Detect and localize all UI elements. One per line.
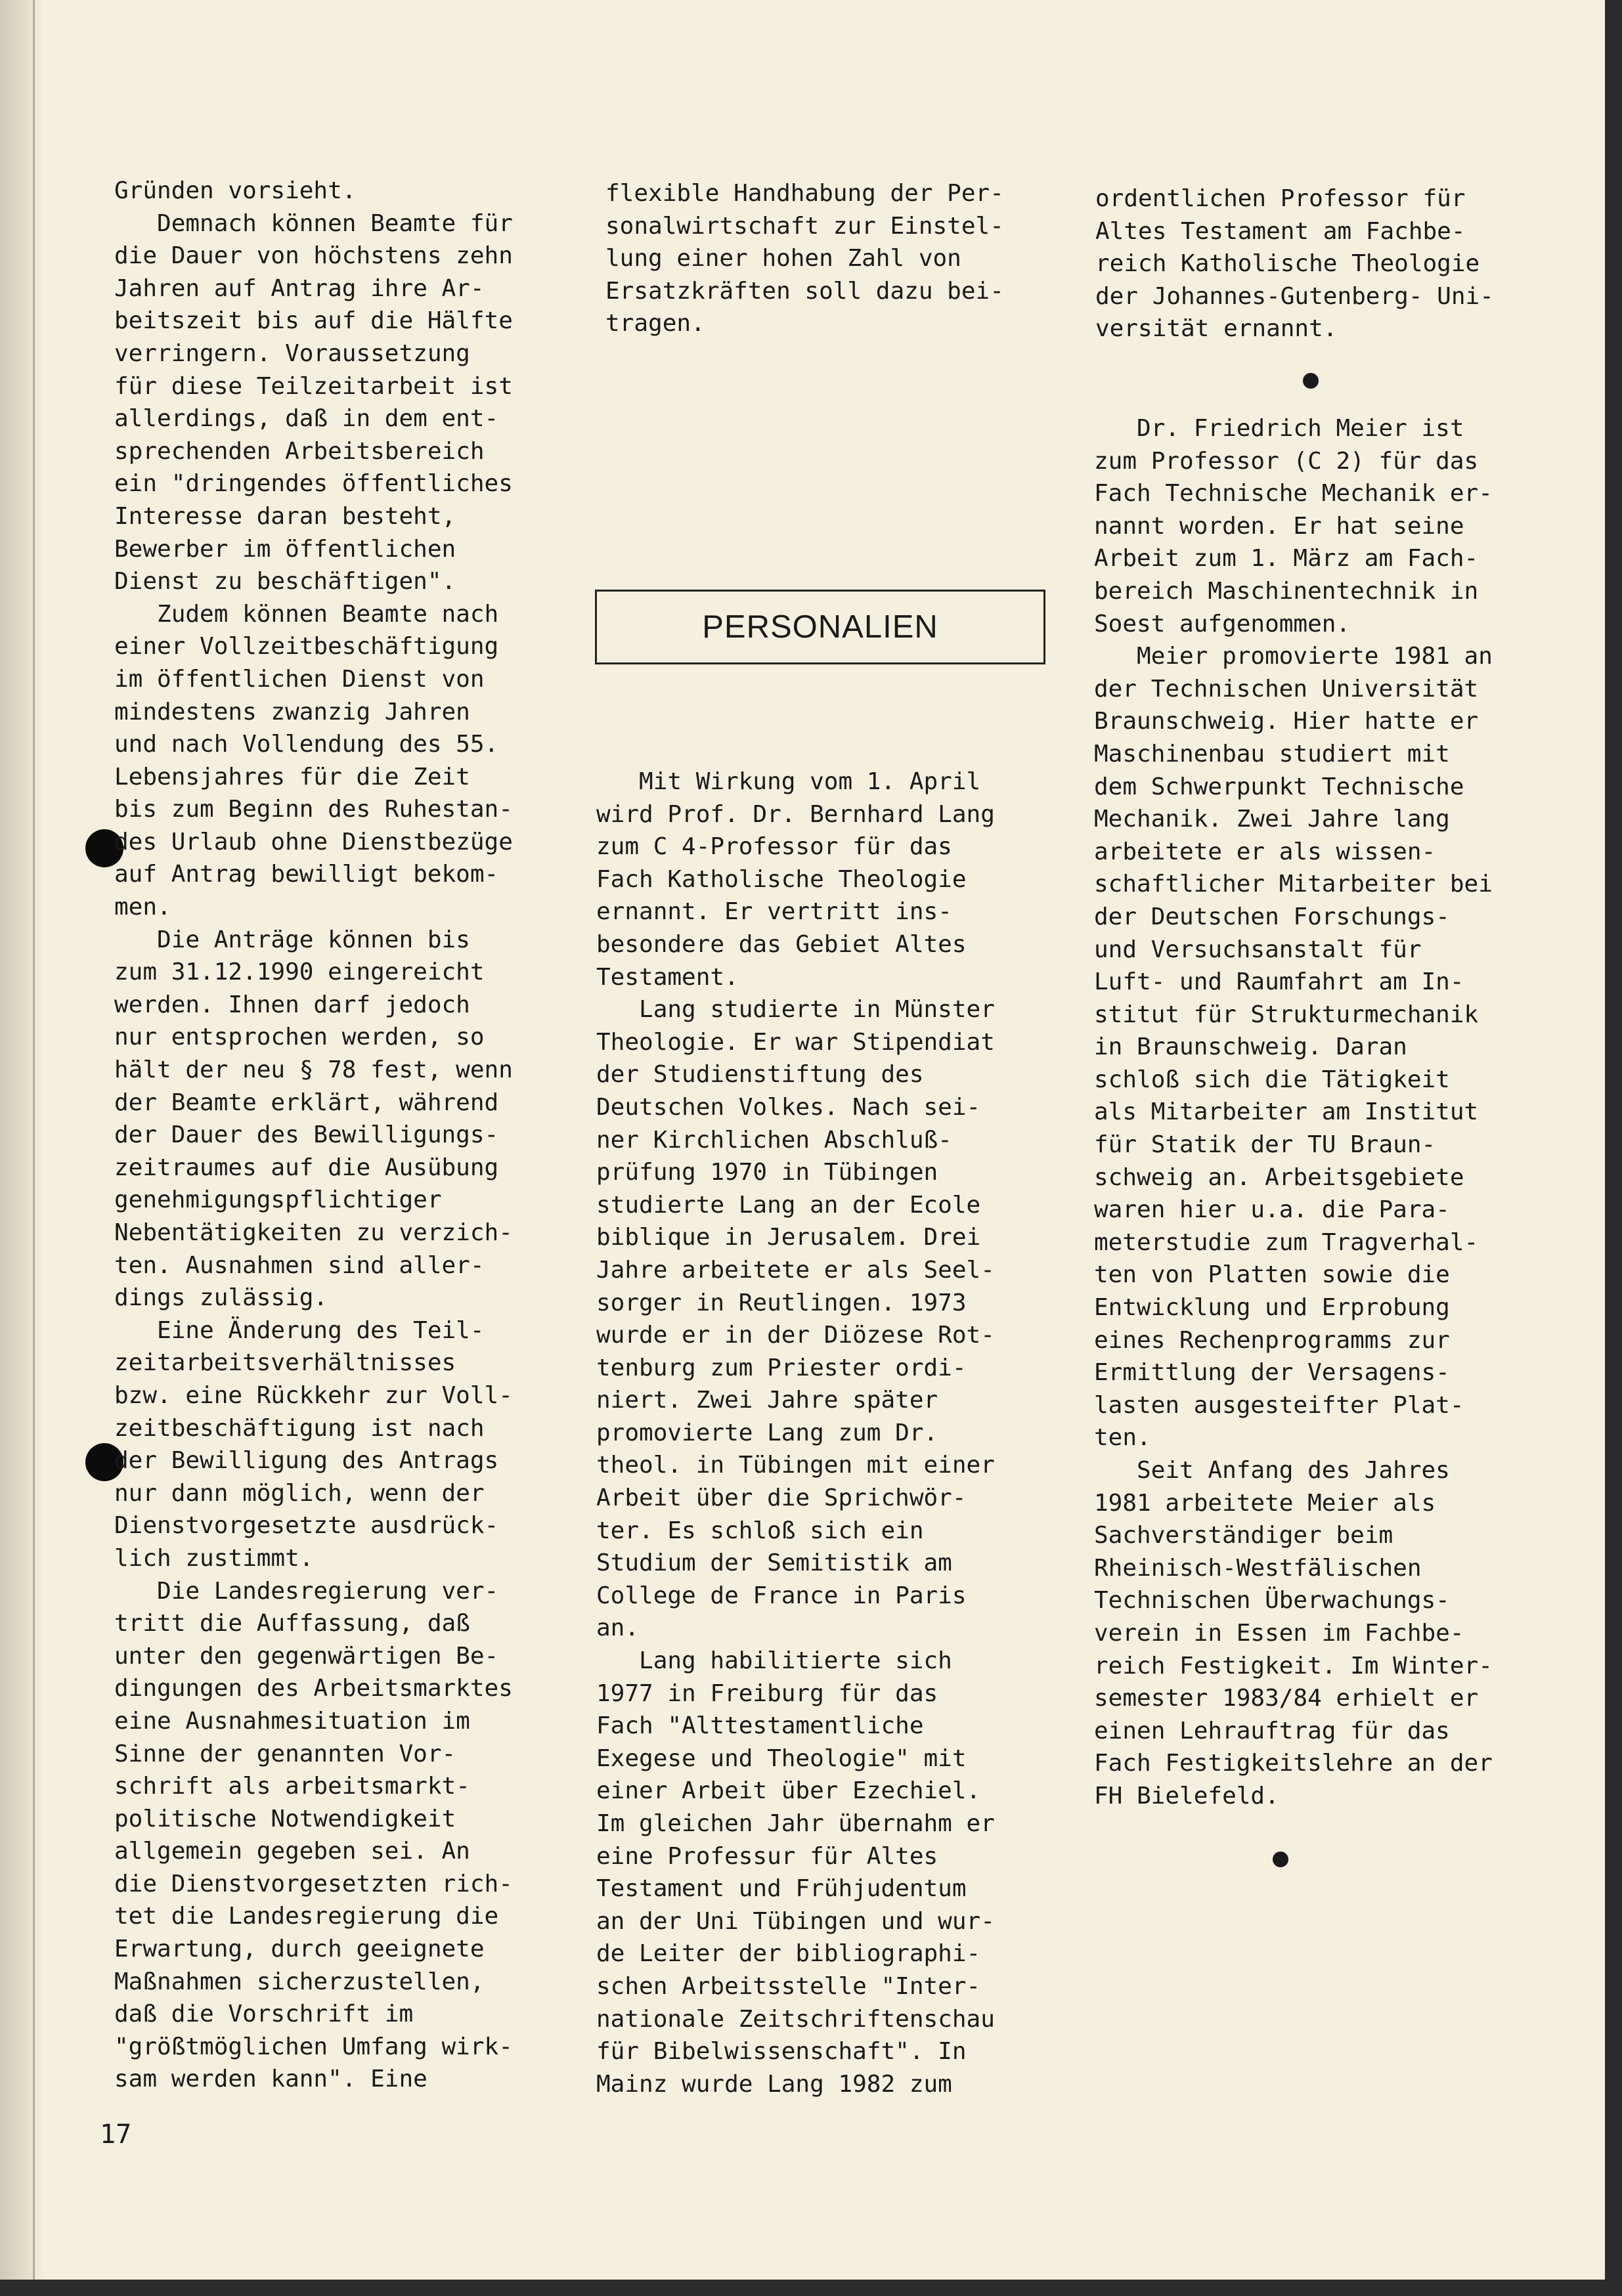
text-line: Gründen vorsieht. — [114, 177, 357, 204]
text-line: Mechanik. Zwei Jahre lang — [1094, 806, 1450, 833]
text-line: Fach Technische Mechanik er- — [1094, 480, 1493, 508]
text-line: "größtmöglichen Umfang wirk- — [114, 2033, 513, 2060]
column-2-top-text — [605, 177, 1004, 340]
text-line: Exegese und Theologie" mit — [596, 1744, 967, 1772]
text-line: dings zulässig. — [114, 1284, 328, 1312]
text-line: reich Katholische Theologie — [1095, 250, 1480, 278]
text-line: beitszeit bis auf die Hälfte — [114, 307, 513, 335]
text-line: der Beamte erklärt, während — [114, 1089, 499, 1116]
text-line: Mainz wurde Lang 1982 zum — [596, 2070, 952, 2098]
text-line: waren hier u.a. die Para- — [1094, 1196, 1450, 1224]
text-line: biblique in Jerusalem. Drei — [596, 1224, 981, 1251]
text-line: FH Bielefeld. — [1094, 1782, 1279, 1809]
text-line: dingungen des Arbeitsmarktes — [114, 1675, 513, 1702]
text-line: des Urlaub ohne Dienstbezüge — [114, 828, 513, 856]
text-line: Arbeit zum 1. März am Fach- — [1094, 545, 1479, 573]
text-line: bis zum Beginn des Ruhestan- — [114, 796, 513, 823]
text-line: tet die Landesregierung die — [114, 1903, 499, 1930]
text-line: verringern. Voraussetzung — [114, 339, 470, 367]
text-line: zum 31.12.1990 eingereicht — [114, 959, 485, 986]
text-line: dem Schwerpunkt Technische — [1094, 773, 1464, 800]
text-line: prüfung 1970 in Tübingen — [596, 1159, 938, 1186]
text-line: und nach Vollendung des 55. — [114, 731, 499, 758]
text-line: sam werden kann". Eine — [114, 2066, 427, 2093]
text-line: eines Rechenprogramms zur — [1094, 1326, 1450, 1354]
text-line: Soest aufgenommen. — [1094, 610, 1351, 638]
text-line: eine Professur für Altes — [596, 1842, 938, 1870]
text-line: bzw. eine Rückkehr zur Voll- — [114, 1381, 513, 1409]
text-line: einen Lehrauftrag für das — [1094, 1717, 1450, 1744]
text-line: ernannt. Er vertritt ins- — [596, 898, 952, 926]
column-3-bottom-text — [1094, 412, 1493, 1813]
text-line: Studium der Semitistik am — [596, 1549, 952, 1577]
text-line: Dienst zu beschäftigen". — [114, 568, 456, 596]
text-line: ordentlichen Professor für — [1095, 185, 1466, 212]
text-line: sorger in Reutlingen. 1973 — [596, 1289, 967, 1316]
text-line: der Technischen Universität — [1094, 675, 1479, 703]
text-line: Fach Festigkeitslehre an der — [1094, 1750, 1493, 1777]
text-line: sonalwirtschaft zur Einstel- — [605, 212, 1004, 240]
text-line: Im gleichen Jahr übernahm er — [596, 1810, 995, 1837]
text-line: zeitbeschäftigung ist nach — [114, 1414, 485, 1442]
text-line: promovierte Lang zum Dr. — [596, 1419, 938, 1446]
text-line: eine Ausnahmesituation im — [114, 1707, 470, 1735]
text-line: nannt worden. Er hat seine — [1094, 512, 1464, 540]
text-line: für diese Teilzeitarbeit ist — [114, 372, 513, 400]
text-line: 1981 arbeitete Meier als — [1094, 1489, 1436, 1517]
text-line: wurde er in der Diözese Rot- — [596, 1322, 995, 1349]
text-line: Luft- und Raumfahrt am In- — [1094, 968, 1464, 996]
text-line: einer Vollzeitbeschäftigung — [114, 633, 499, 661]
text-line: zeitarbeitsverhältnisses — [114, 1349, 456, 1377]
text-line: Fach "Alttestamentliche — [596, 1712, 924, 1740]
text-line: ein "dringendes öffentliches — [114, 470, 513, 498]
text-line: der Johannes-Gutenberg- Uni- — [1095, 282, 1494, 310]
text-line: Die Anträge können bis — [114, 926, 470, 953]
text-line: College de France in Paris — [596, 1582, 967, 1609]
column-3-top-text — [1095, 183, 1494, 345]
text-line: genehmigungspflichtiger — [114, 1186, 442, 1214]
text-line: zum C 4-Professor für das — [596, 833, 952, 861]
text-line: Rheinisch-Westfälischen — [1094, 1554, 1422, 1582]
text-line: lung einer hohen Zahl von — [605, 245, 961, 272]
text-line: ter. Es schloß sich ein — [596, 1517, 924, 1544]
text-line: nur entsprochen werden, so — [114, 1024, 485, 1051]
text-line: Meier promovierte 1981 an — [1094, 643, 1493, 670]
text-line: Altes Testament am Fachbe- — [1095, 217, 1466, 245]
section-heading-box — [595, 590, 1045, 664]
text-line: mindestens zwanzig Jahren — [114, 698, 470, 726]
text-line: Testament. — [596, 963, 739, 991]
text-line: allgemein gegeben sei. An — [114, 1838, 470, 1865]
text-line: Sachverständiger beim — [1094, 1522, 1393, 1549]
text-line: semester 1983/84 erhielt er — [1094, 1685, 1479, 1712]
text-line: Bewerber im öffentlichen — [114, 535, 456, 563]
text-line: nur dann möglich, wenn der — [114, 1479, 485, 1507]
text-line: schloß sich die Tätigkeit — [1094, 1066, 1450, 1093]
text-line: für Bibelwissenschaft". In — [596, 2038, 967, 2066]
text-line: hält der neu § 78 fest, wenn — [114, 1056, 513, 1084]
text-line: meterstudie zum Tragverhal- — [1094, 1228, 1479, 1256]
text-line: Deutschen Volkes. Nach sei- — [596, 1093, 981, 1121]
text-line: wird Prof. Dr. Bernhard Lang — [596, 800, 995, 828]
text-line: Interesse daran besteht, — [114, 502, 456, 530]
text-line: Sinne der genannten Vor- — [114, 1740, 456, 1767]
text-line: Braunschweig. Hier hatte er — [1094, 708, 1479, 735]
text-line: der Dauer des Bewilligungs- — [114, 1121, 499, 1149]
text-line: Maßnahmen sicherzustellen, — [114, 1968, 485, 1995]
text-line: die Dauer von höchstens zehn — [114, 242, 513, 270]
text-line: de Leiter der bibliographi- — [596, 1940, 981, 1968]
text-line: Lang studierte in Münster — [596, 996, 995, 1024]
text-line: Dienstvorgesetzte ausdrück- — [114, 1512, 499, 1540]
text-line: Jahre arbeitete er als Seel- — [596, 1256, 995, 1284]
section-heading: PERSONALIEN — [702, 609, 938, 645]
text-line: Mit Wirkung vom 1. April — [596, 768, 981, 795]
text-line: Entwicklung und Erprobung — [1094, 1294, 1450, 1322]
text-line: Theologie. Er war Stipendiat — [596, 1028, 995, 1056]
text-line: schrift als arbeitsmarkt- — [114, 1773, 470, 1800]
column-1-text — [114, 175, 513, 2096]
text-line: lasten ausgesteifter Plat- — [1094, 1391, 1464, 1419]
text-line: stitut für Strukturmechanik — [1094, 1001, 1479, 1028]
text-line: Zudem können Beamte nach — [114, 600, 499, 628]
separator-dot — [1303, 373, 1319, 389]
text-line: Ersatzkräften soll dazu bei- — [605, 277, 1004, 305]
text-line: studierte Lang an der Ecole — [596, 1191, 981, 1219]
text-line: lich zustimmt. — [114, 1544, 314, 1572]
text-line: nationale Zeitschriftenschau — [596, 2005, 995, 2033]
text-line: schen Arbeitsstelle "Inter- — [596, 1972, 981, 2000]
text-line: tenburg zum Priester ordi- — [596, 1354, 967, 1381]
text-line: reich Festigkeit. Im Winter- — [1094, 1652, 1493, 1679]
text-line: an. — [596, 1614, 640, 1642]
text-line: als Mitarbeiter am Institut — [1094, 1098, 1479, 1126]
text-line: in Braunschweig. Daran — [1094, 1033, 1407, 1061]
text-line: flexible Handhabung der Per- — [605, 180, 1004, 207]
text-line: einer Arbeit über Ezechiel. — [596, 1777, 981, 1805]
text-line: politische Notwendigkeit — [114, 1805, 456, 1832]
text-line: sprechenden Arbeitsbereich — [114, 437, 485, 465]
text-line: Nebentätigkeiten zu verzich- — [114, 1219, 513, 1246]
text-line: zum Professor (C 2) für das — [1094, 447, 1479, 475]
text-line: bereich Maschinentechnik in — [1094, 577, 1479, 605]
text-line: der Bewilligung des Antrags — [114, 1447, 499, 1475]
text-line: Die Landesregierung ver- — [114, 1577, 499, 1605]
text-line: der Deutschen Forschungs- — [1094, 903, 1450, 930]
text-line: men. — [114, 894, 171, 921]
text-line: zeitraumes auf die Ausübung — [114, 1154, 499, 1181]
text-line: Demnach können Beamte für — [114, 209, 513, 237]
text-line: und Versuchsanstalt für — [1094, 936, 1422, 963]
text-line: verein in Essen im Fachbe- — [1094, 1619, 1464, 1647]
text-line: schaftlicher Mitarbeiter bei — [1094, 871, 1493, 898]
text-line: Seit Anfang des Jahres — [1094, 1457, 1450, 1484]
text-line: Lebensjahres für die Zeit — [114, 763, 470, 791]
text-line: Arbeit über die Sprichwör- — [596, 1484, 967, 1512]
end-dot — [1273, 1852, 1288, 1867]
text-line: im öffentlichen Dienst von — [114, 665, 485, 693]
binding-spine — [0, 0, 45, 2280]
text-line: Technischen Überwachungs- — [1094, 1587, 1450, 1614]
text-line: versität ernannt. — [1095, 315, 1338, 343]
text-line: Lang habilitierte sich — [596, 1647, 952, 1675]
page-number: 17 — [100, 2119, 132, 2150]
column-2-bottom-text — [596, 766, 995, 2100]
text-line: theol. in Tübingen mit einer — [596, 1452, 995, 1479]
text-line: an der Uni Tübingen und wur- — [596, 1907, 995, 1935]
text-line: der Studienstiftung des — [596, 1061, 924, 1089]
text-line: ten. — [1094, 1424, 1151, 1452]
text-line: Jahren auf Antrag ihre Ar- — [114, 274, 485, 302]
text-line: 1977 in Freiburg für das — [596, 1679, 938, 1707]
text-line: allerdings, daß in dem ent- — [114, 405, 499, 433]
text-line: tritt die Auffassung, daß — [114, 1610, 470, 1637]
text-line: Dr. Friedrich Meier ist — [1094, 415, 1464, 442]
text-line: ner Kirchlichen Abschluß- — [596, 1126, 952, 1154]
text-line: Maschinenbau studiert mit — [1094, 740, 1450, 768]
text-line: die Dienstvorgesetzten rich- — [114, 1870, 513, 1897]
text-line: für Statik der TU Braun- — [1094, 1131, 1436, 1159]
text-line: Testament und Frühjudentum — [596, 1875, 967, 1903]
text-line: Eine Änderung des Teil- — [114, 1316, 485, 1344]
text-line: schweig an. Arbeitsgebiete — [1094, 1163, 1464, 1191]
text-line: auf Antrag bewilligt bekom- — [114, 861, 499, 888]
spine-fold-line — [33, 0, 35, 2280]
text-line: tragen. — [605, 310, 705, 337]
text-line: arbeitete er als wissen- — [1094, 838, 1436, 865]
text-line: ten. Ausnahmen sind aller- — [114, 1251, 485, 1279]
text-line: Erwartung, durch geeignete — [114, 1936, 485, 1963]
text-line: werden. Ihnen darf jedoch — [114, 991, 470, 1018]
text-line: Fach Katholische Theologie — [596, 865, 967, 893]
text-line: niert. Zwei Jahre später — [596, 1387, 938, 1414]
text-line: unter den gegenwärtigen Be- — [114, 1642, 499, 1670]
text-line: besondere das Gebiet Altes — [596, 930, 967, 958]
text-line: daß die Vorschrift im — [114, 2001, 414, 2028]
text-line: Ermittlung der Versagens- — [1094, 1359, 1450, 1387]
text-line: ten von Platten sowie die — [1094, 1261, 1450, 1289]
